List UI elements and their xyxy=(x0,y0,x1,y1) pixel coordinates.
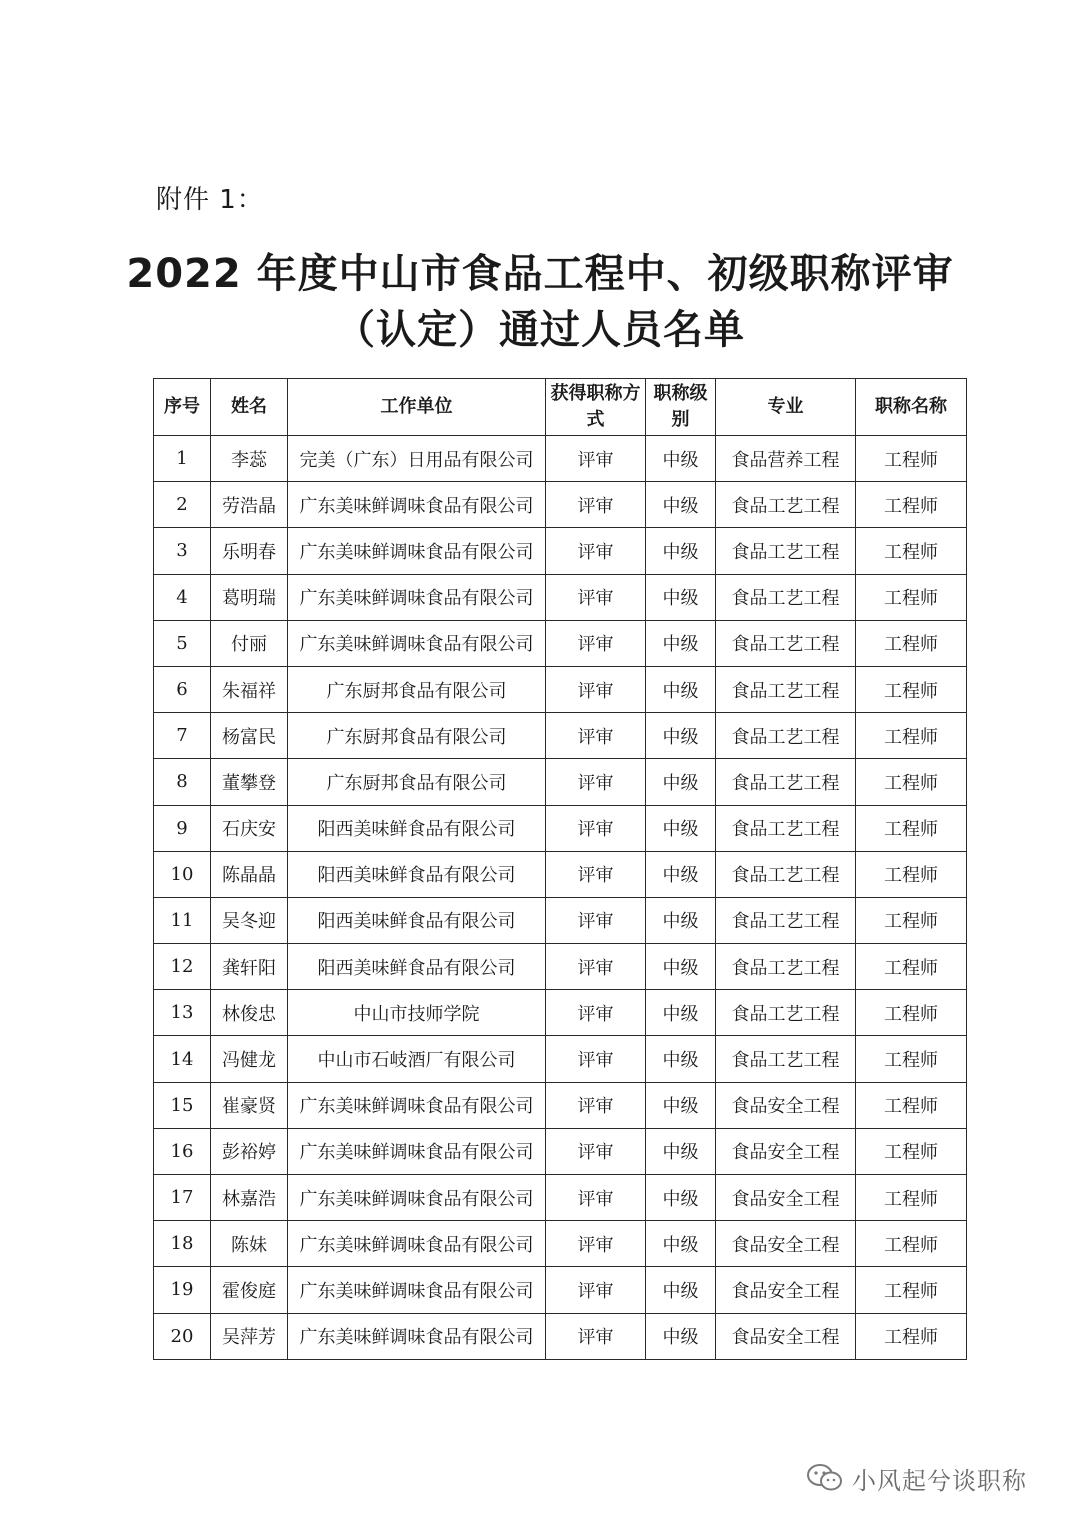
cell-name: 林嘉浩 xyxy=(211,1175,288,1221)
cell-specialty: 食品工艺工程 xyxy=(716,666,856,712)
cell-index: 13 xyxy=(154,990,211,1036)
cell-employer: 广东美味鲜调味食品有限公司 xyxy=(288,482,546,528)
cell-title: 工程师 xyxy=(856,990,967,1036)
cell-index: 7 xyxy=(154,713,211,759)
cell-level: 中级 xyxy=(646,528,716,574)
cell-method: 评审 xyxy=(546,851,646,897)
cell-index: 18 xyxy=(154,1221,211,1267)
cell-name: 吴萍芳 xyxy=(211,1313,288,1359)
cell-method: 评审 xyxy=(546,897,646,943)
cell-specialty: 食品工艺工程 xyxy=(716,759,856,805)
header-name: 姓名 xyxy=(211,379,288,436)
cell-title: 工程师 xyxy=(856,851,967,897)
cell-employer: 中山市石岐酒厂有限公司 xyxy=(288,1036,546,1082)
cell-index: 15 xyxy=(154,1082,211,1128)
cell-method: 评审 xyxy=(546,1221,646,1267)
cell-method: 评审 xyxy=(546,528,646,574)
cell-specialty: 食品工艺工程 xyxy=(716,805,856,851)
cell-method: 评审 xyxy=(546,713,646,759)
cell-name: 李蕊 xyxy=(211,436,288,482)
cell-title: 工程师 xyxy=(856,1036,967,1082)
cell-employer: 广东美味鲜调味食品有限公司 xyxy=(288,574,546,620)
cell-name: 霍俊庭 xyxy=(211,1267,288,1313)
cell-specialty: 食品安全工程 xyxy=(716,1128,856,1174)
cell-method: 评审 xyxy=(546,759,646,805)
cell-employer: 中山市技师学院 xyxy=(288,990,546,1036)
cell-index: 6 xyxy=(154,666,211,712)
cell-index: 4 xyxy=(154,574,211,620)
cell-name: 朱福祥 xyxy=(211,666,288,712)
cell-index: 19 xyxy=(154,1267,211,1313)
cell-employer: 广东厨邦食品有限公司 xyxy=(288,759,546,805)
cell-name: 石庆安 xyxy=(211,805,288,851)
cell-name: 付丽 xyxy=(211,620,288,666)
cell-method: 评审 xyxy=(546,1082,646,1128)
cell-method: 评审 xyxy=(546,805,646,851)
table-row xyxy=(154,666,967,712)
cell-employer: 广东美味鲜调味食品有限公司 xyxy=(288,1267,546,1313)
table-row xyxy=(154,851,967,897)
cell-level: 中级 xyxy=(646,1036,716,1082)
attachment-label: 附件 1： xyxy=(156,185,264,215)
cell-specialty: 食品工艺工程 xyxy=(716,944,856,990)
watermark-text: 小风起兮谈职称 xyxy=(852,1466,1027,1495)
cell-specialty: 食品工艺工程 xyxy=(716,482,856,528)
header-index: 序号 xyxy=(154,379,211,436)
header-specialty: 专业 xyxy=(716,379,856,436)
table-row xyxy=(154,1082,967,1128)
cell-method: 评审 xyxy=(546,944,646,990)
cell-employer: 广东美味鲜调味食品有限公司 xyxy=(288,1175,546,1221)
cell-name: 劳浩晶 xyxy=(211,482,288,528)
cell-title: 工程师 xyxy=(856,944,967,990)
cell-specialty: 食品安全工程 xyxy=(716,1267,856,1313)
cell-title: 工程师 xyxy=(856,1128,967,1174)
watermark xyxy=(806,1458,1027,1498)
cell-level: 中级 xyxy=(646,436,716,482)
cell-name: 吴冬迎 xyxy=(211,897,288,943)
cell-level: 中级 xyxy=(646,851,716,897)
cell-employer: 广东美味鲜调味食品有限公司 xyxy=(288,1313,546,1359)
cell-employer: 广东美味鲜调味食品有限公司 xyxy=(288,620,546,666)
table-row xyxy=(154,1267,967,1313)
cell-title: 工程师 xyxy=(856,666,967,712)
cell-employer: 广东美味鲜调味食品有限公司 xyxy=(288,1082,546,1128)
cell-level: 中级 xyxy=(646,1267,716,1313)
cell-specialty: 食品工艺工程 xyxy=(716,528,856,574)
table-row xyxy=(154,574,967,620)
cell-specialty: 食品安全工程 xyxy=(716,1175,856,1221)
cell-title: 工程师 xyxy=(856,574,967,620)
cell-level: 中级 xyxy=(646,944,716,990)
cell-name: 陈妹 xyxy=(211,1221,288,1267)
cell-title: 工程师 xyxy=(856,620,967,666)
cell-level: 中级 xyxy=(646,1313,716,1359)
cell-method: 评审 xyxy=(546,666,646,712)
cell-level: 中级 xyxy=(646,666,716,712)
cell-index: 2 xyxy=(154,482,211,528)
cell-level: 中级 xyxy=(646,990,716,1036)
cell-employer: 阳西美味鲜食品有限公司 xyxy=(288,897,546,943)
cell-method: 评审 xyxy=(546,1267,646,1313)
cell-method: 评审 xyxy=(546,620,646,666)
cell-name: 葛明瑞 xyxy=(211,574,288,620)
cell-employer: 广东美味鲜调味食品有限公司 xyxy=(288,528,546,574)
cell-specialty: 食品营养工程 xyxy=(716,436,856,482)
cell-specialty: 食品工艺工程 xyxy=(716,897,856,943)
cell-level: 中级 xyxy=(646,482,716,528)
cell-level: 中级 xyxy=(646,897,716,943)
table-row xyxy=(154,713,967,759)
cell-level: 中级 xyxy=(646,620,716,666)
header-level: 职称级别 xyxy=(646,379,716,436)
cell-title: 工程师 xyxy=(856,713,967,759)
cell-method: 评审 xyxy=(546,574,646,620)
table-row xyxy=(154,944,967,990)
cell-name: 董攀登 xyxy=(211,759,288,805)
cell-employer: 广东美味鲜调味食品有限公司 xyxy=(288,1221,546,1267)
table-row xyxy=(154,1128,967,1174)
cell-specialty: 食品安全工程 xyxy=(716,1221,856,1267)
cell-index: 8 xyxy=(154,759,211,805)
cell-specialty: 食品工艺工程 xyxy=(716,620,856,666)
cell-index: 16 xyxy=(154,1128,211,1174)
cell-method: 评审 xyxy=(546,990,646,1036)
cell-level: 中级 xyxy=(646,805,716,851)
cell-method: 评审 xyxy=(546,1175,646,1221)
cell-employer: 完美（广东）日用品有限公司 xyxy=(288,436,546,482)
cell-level: 中级 xyxy=(646,1128,716,1174)
table-row xyxy=(154,805,967,851)
cell-employer: 广东美味鲜调味食品有限公司 xyxy=(288,1128,546,1174)
cell-name: 杨富民 xyxy=(211,713,288,759)
cell-index: 14 xyxy=(154,1036,211,1082)
wechat-icon xyxy=(806,1463,844,1493)
cell-index: 20 xyxy=(154,1313,211,1359)
cell-specialty: 食品工艺工程 xyxy=(716,1036,856,1082)
cell-level: 中级 xyxy=(646,1175,716,1221)
table-row xyxy=(154,482,967,528)
table-row xyxy=(154,528,967,574)
header-title: 职称名称 xyxy=(856,379,967,436)
cell-title: 工程师 xyxy=(856,1082,967,1128)
cell-method: 评审 xyxy=(546,482,646,528)
cell-index: 10 xyxy=(154,851,211,897)
cell-index: 9 xyxy=(154,805,211,851)
cell-index: 17 xyxy=(154,1175,211,1221)
document-title-line-1: 2022 年度中山市食品工程中、初级职称评审 xyxy=(126,251,954,297)
cell-index: 5 xyxy=(154,620,211,666)
cell-method: 评审 xyxy=(546,436,646,482)
table-body xyxy=(154,436,967,1360)
cell-employer: 阳西美味鲜食品有限公司 xyxy=(288,944,546,990)
cell-specialty: 食品安全工程 xyxy=(716,1313,856,1359)
cell-title: 工程师 xyxy=(856,482,967,528)
cell-title: 工程师 xyxy=(856,1221,967,1267)
cell-method: 评审 xyxy=(546,1313,646,1359)
cell-employer: 阳西美味鲜食品有限公司 xyxy=(288,851,546,897)
cell-employer: 广东厨邦食品有限公司 xyxy=(288,666,546,712)
cell-specialty: 食品工艺工程 xyxy=(716,990,856,1036)
cell-level: 中级 xyxy=(646,713,716,759)
cell-specialty: 食品工艺工程 xyxy=(716,851,856,897)
cell-name: 彭裕婷 xyxy=(211,1128,288,1174)
cell-level: 中级 xyxy=(646,1221,716,1267)
table-header-row xyxy=(154,379,967,436)
cell-name: 陈晶晶 xyxy=(211,851,288,897)
cell-employer: 广东厨邦食品有限公司 xyxy=(288,713,546,759)
table-row xyxy=(154,990,967,1036)
cell-specialty: 食品安全工程 xyxy=(716,1082,856,1128)
table-row xyxy=(154,1175,967,1221)
cell-title: 工程师 xyxy=(856,528,967,574)
cell-employer: 阳西美味鲜食品有限公司 xyxy=(288,805,546,851)
cell-specialty: 食品工艺工程 xyxy=(716,574,856,620)
cell-index: 12 xyxy=(154,944,211,990)
cell-index: 11 xyxy=(154,897,211,943)
cell-name: 冯健龙 xyxy=(211,1036,288,1082)
cell-name: 林俊忠 xyxy=(211,990,288,1036)
table-row xyxy=(154,1313,967,1359)
roster-table xyxy=(153,378,967,1360)
cell-title: 工程师 xyxy=(856,436,967,482)
document-title-line-2: （认定）通过人员名单 xyxy=(335,307,745,353)
cell-title: 工程师 xyxy=(856,1313,967,1359)
cell-title: 工程师 xyxy=(856,805,967,851)
cell-name: 崔豪贤 xyxy=(211,1082,288,1128)
cell-method: 评审 xyxy=(546,1036,646,1082)
table-row xyxy=(154,897,967,943)
cell-level: 中级 xyxy=(646,574,716,620)
cell-title: 工程师 xyxy=(856,1175,967,1221)
table-row xyxy=(154,1221,967,1267)
cell-index: 3 xyxy=(154,528,211,574)
cell-method: 评审 xyxy=(546,1128,646,1174)
cell-title: 工程师 xyxy=(856,759,967,805)
table-row xyxy=(154,1036,967,1082)
table-row xyxy=(154,759,967,805)
cell-index: 1 xyxy=(154,436,211,482)
header-method: 获得职称方式 xyxy=(546,379,646,436)
cell-title: 工程师 xyxy=(856,1267,967,1313)
cell-specialty: 食品工艺工程 xyxy=(716,713,856,759)
cell-level: 中级 xyxy=(646,1082,716,1128)
header-employer: 工作单位 xyxy=(288,379,546,436)
table-row xyxy=(154,620,967,666)
cell-title: 工程师 xyxy=(856,897,967,943)
table-row xyxy=(154,436,967,482)
cell-level: 中级 xyxy=(646,759,716,805)
cell-name: 龚轩阳 xyxy=(211,944,288,990)
cell-name: 乐明春 xyxy=(211,528,288,574)
